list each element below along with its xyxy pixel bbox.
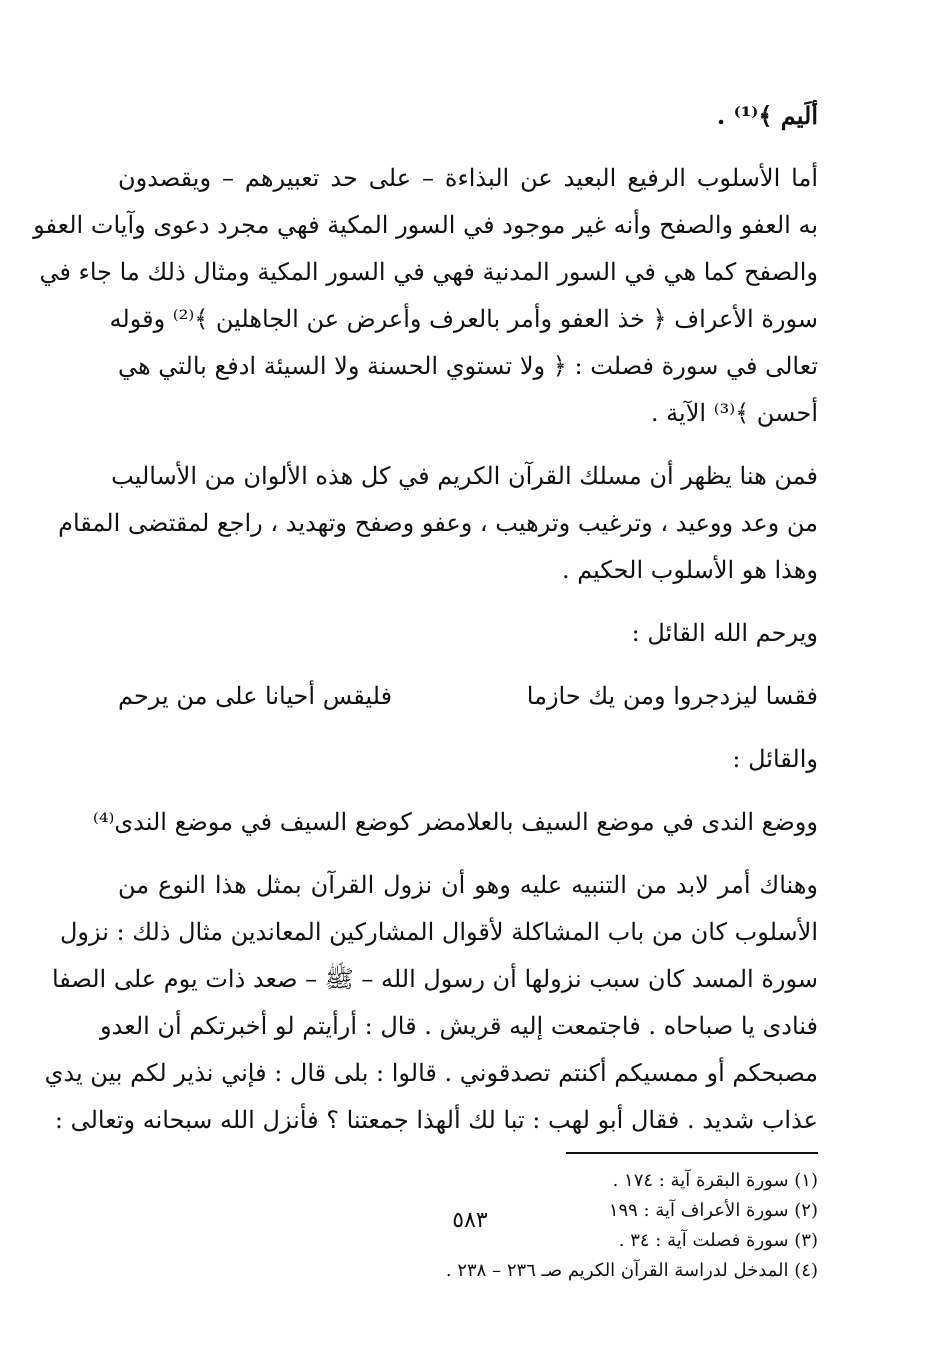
footnote: (١) سورة البقرة آية : ١٧٤ . — [612, 1170, 818, 1191]
poetry-verse — [92, 799, 818, 846]
footnote: (٤) المدخل لدراسة القرآن الكريم صـ ٢٣٦ – ٢٣٨ . — [445, 1260, 818, 1281]
text-line: ألَيم ﴾⁽¹⁾ . — [716, 101, 818, 130]
text-line: أما الأسلوب الرفيع البعيد عن البذاءة – على حد تعبيرهم – ويقصدون — [118, 164, 818, 192]
text-line: سورة الأعراف ﴿ خذ العفو وأمر بالعرف وأعرض عن الجاهلين ﴾⁽²⁾ وقوله — [109, 305, 818, 333]
text-line: فمن هنا يظهر أن مسلك القرآن الكريم في كل هذه الألوان من الأساليب — [111, 462, 818, 490]
page-number: ٥٨٣ — [452, 1208, 488, 1233]
text-line: والقائل : — [732, 745, 818, 773]
text-line: به العفو والصفح وأنه غير موجود في السور المكية فهي مجرد دعوى وآيات العفو — [33, 211, 818, 239]
verse-hemistich-left: فليقس أحيانا على من يرحم — [118, 682, 393, 710]
text-line: سورة المسد كان سبب نزولها أن رسول الله – ﷺ – صعد ذات يوم على الصفا — [51, 965, 818, 993]
text-line: مصبحكم أو ممسيكم أكنتم تصدقوني . قالوا : بلى قال : فإني نذير لكم بين يدي — [44, 1059, 818, 1087]
text-line: وهذا هو الأسلوب الحكيم . — [561, 556, 818, 584]
footnote-divider — [566, 1152, 818, 1154]
book-page — [33, 92, 818, 1281]
text-line: من وعد ووعيد ، وترغيب وترهيب ، وعفو وصفح وتهديد ، راجع لمقتضى المقام — [58, 509, 818, 537]
text-line: الأسلوب كان من باب المشاكلة لأقوال المشاركين المعاندين مثال ذلك : نزول — [59, 918, 818, 946]
text-line: وهناك أمر لابد من التنبيه عليه وهو أن نزول القرآن بمثل هذا النوع من — [118, 871, 818, 899]
verse-hemistich-right: ووضع الندى في موضع السيف بالعلا — [466, 808, 818, 836]
text-line: ويرحم الله القائل : — [631, 619, 818, 647]
text-line: والصفح كما هي في السور المدنية فهي في السور المكية ومثال ذلك ما جاء في — [39, 258, 818, 286]
text-line: تعالى في سورة فصلت : ﴿ ولا تستوي الحسنة ولا السيئة ادفع بالتي هي — [118, 352, 818, 380]
text-line: عذاب شديد . فقال أبو لهب : تبا لك ألهذا جمعتنا ؟ فأنزل الله سبحانه وتعالى : — [54, 1106, 818, 1134]
footnote: (٢) سورة الأعراف آية : ١٩٩ — [608, 1200, 818, 1221]
verse-hemistich-left: مضر كوضع السيف في موضع الندى⁽⁴⁾ — [92, 808, 467, 836]
poetry-verse — [118, 673, 818, 720]
text-line: أحسن ﴾⁽³⁾ الآية . — [650, 399, 818, 427]
text-line: فنادى يا صباحاه . فاجتمعت إليه قريش . قال : أرأيتم لو أخبرتكم أن العدو — [100, 1012, 818, 1040]
footnote: (٣) سورة فصلت آية : ٣٤ . — [618, 1230, 818, 1251]
verse-hemistich-right: فقسا ليزدجروا ومن يك حازما — [526, 682, 818, 710]
